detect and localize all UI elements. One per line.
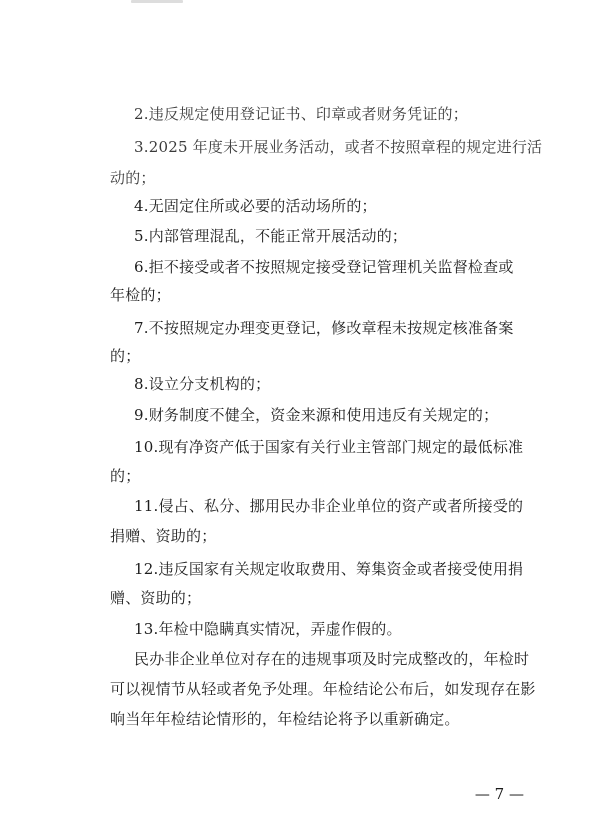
text-line-16: 12.违反国家有关规定收取费用、筹集资金或者接受使用捐 (134, 560, 524, 578)
text-line-20: 可以视情节从轻或者免予处理。年检结论公布后，如发现存在影 (110, 680, 536, 698)
text-line-19: 民办非企业单位对存在的违规事项及时完成整改的，年检时 (134, 650, 530, 668)
text-line-7: 年检的； (110, 286, 171, 304)
text-line-5: 5.内部管理混乱，不能正常开展活动的； (134, 227, 408, 245)
text-line-17: 赠、资助的； (110, 589, 202, 607)
page-number: — 7 — (474, 785, 524, 803)
text-line-4: 4.无固定住所或必要的活动场所的； (134, 197, 377, 215)
text-line-3: 动的； (110, 169, 156, 187)
text-line-11: 9.财务制度不健全，资金来源和使用违反有关规定的； (134, 406, 499, 424)
text-line-13: 的； (110, 467, 141, 485)
text-line-9: 的； (110, 347, 141, 365)
text-line-8: 7.不按照规定办理变更登记，修改章程未按规定核准备案 (134, 319, 514, 337)
text-line-12: 10.现有净资产低于国家有关行业主管部门规定的最低标准 (134, 438, 524, 456)
text-line-10: 8.设立分支机构的； (134, 375, 271, 393)
text-line-18: 13.年检中隐瞒真实情况，弄虚作假的。 (134, 620, 402, 638)
text-line-21: 响当年年检结论情形的，年检结论将予以重新确定。 (110, 710, 460, 728)
text-line-6: 6.拒不接受或者不按照规定接受登记管理机关监督检查或 (134, 258, 514, 276)
text-line-14: 11.侵占、私分、挪用民办非企业单位的资产或者所接受的 (134, 497, 524, 515)
text-line-15: 捐赠、资助的； (110, 527, 217, 545)
text-line-1: 2.违反规定使用登记证书、印章或者财务凭证的； (134, 105, 468, 123)
text-line-2: 3.2025 年度未开展业务活动，或者不按照章程的规定进行活 (134, 138, 543, 156)
